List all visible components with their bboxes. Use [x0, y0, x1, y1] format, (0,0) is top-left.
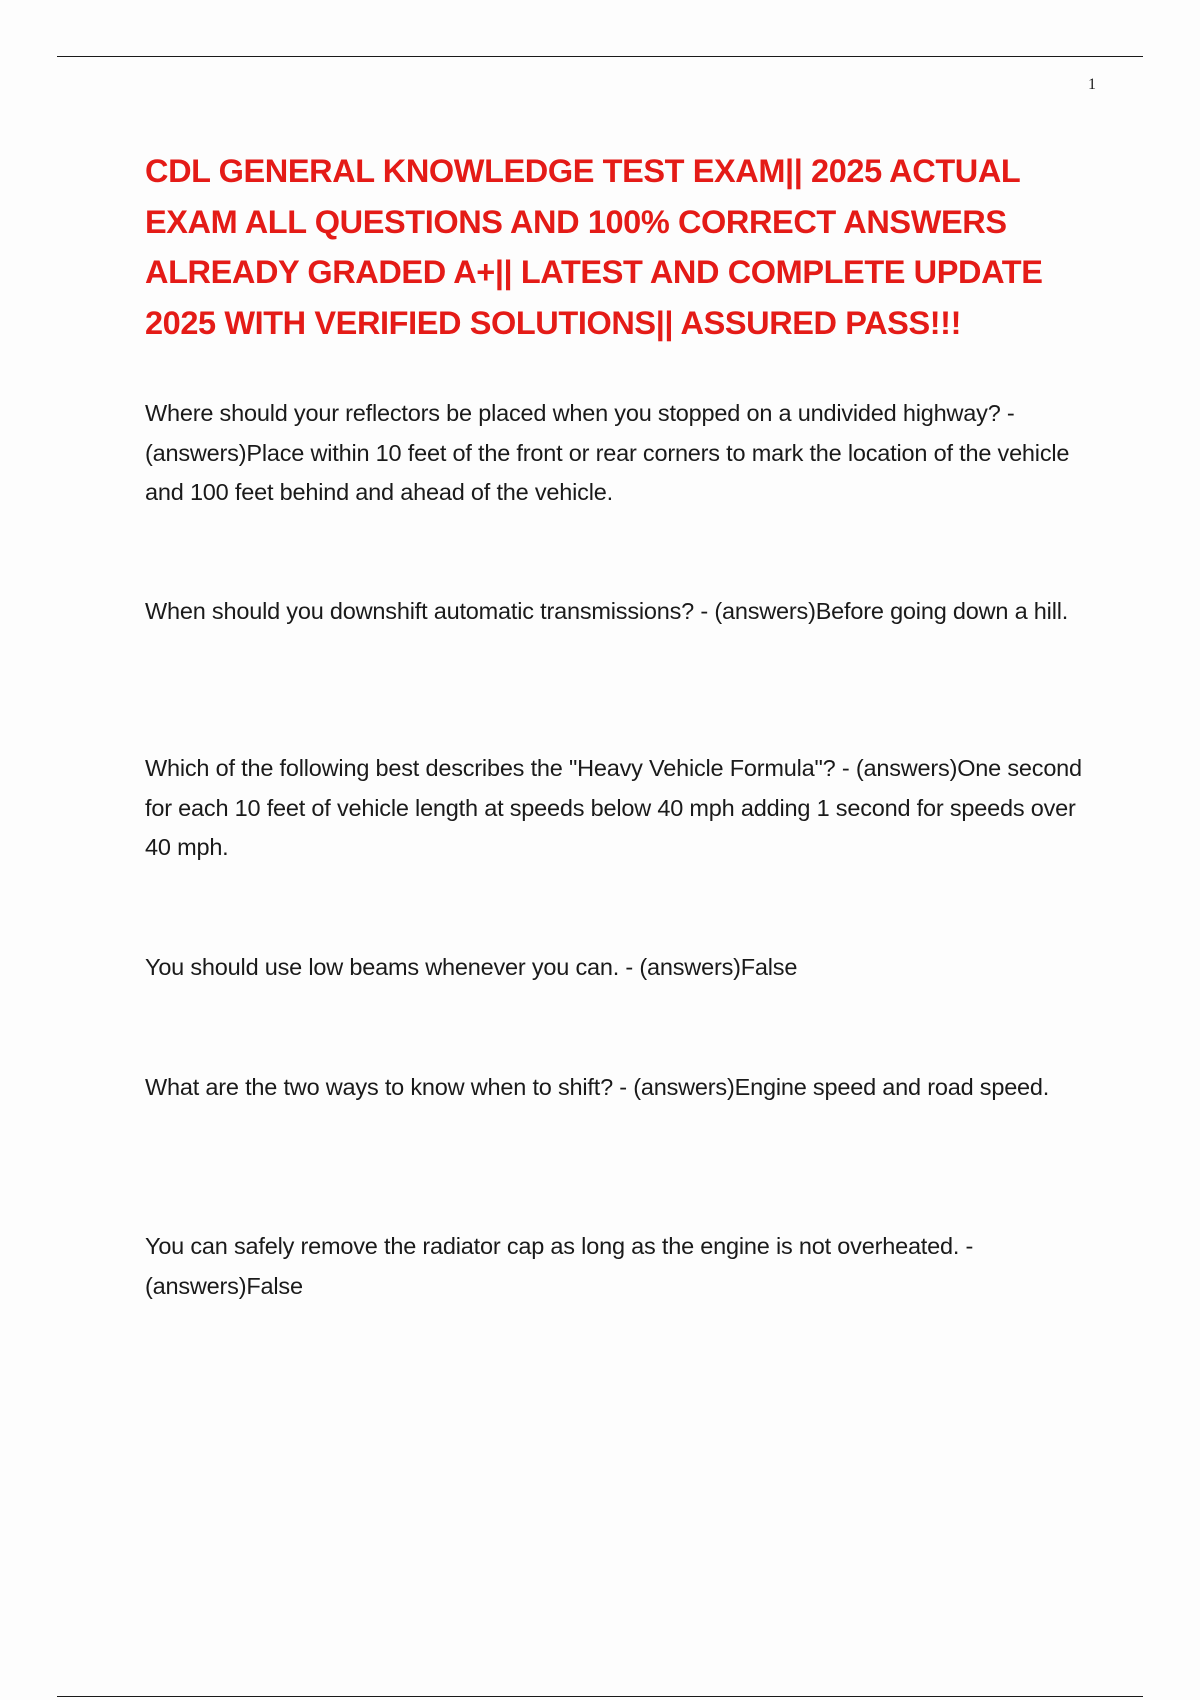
qa-item: [145, 749, 1095, 868]
answer-text: (answers)Place within 10 feet of the front or rear corners to mark the location of the vehicle and 100 feet behind and ahead of the vehicle.: [145, 439, 1070, 505]
document-title: CDL GENERAL KNOWLEDGE TEST EXAM|| 2025 ACTUAL EXAM ALL QUESTIONS AND 100% CORRECT ANSWERS ALREADY GRADED A+|| LATEST AND COMPLETE UPDATE 2025 WITH VERIFIED SOLUTIONS|| ASSURED PASS!!!: [145, 153, 1043, 341]
page-number: 1: [1088, 76, 1096, 93]
footer-rule: [57, 1696, 1143, 1697]
question-text: When should you downshift automatic transmissions? -: [145, 598, 715, 624]
qa-item: [145, 394, 1095, 513]
question-text: What are the two ways to know when to shift? -: [145, 1074, 634, 1100]
question-text: You can safely remove the radiator cap as long as the engine is not overheated. -: [145, 1233, 974, 1259]
answer-text: (answers)False: [639, 954, 798, 980]
answer-text: (answers)One second for each 10 feet of vehicle length at speeds below 40 mph adding 1 second for speeds over 40 mph.: [145, 755, 1082, 860]
header-rule: [57, 56, 1143, 57]
answer-text: (answers)False: [145, 1272, 303, 1299]
question-text: You should use low beams whenever you can. -: [145, 954, 640, 980]
qa-item: [145, 1068, 1095, 1108]
qa-item: [145, 1227, 1095, 1306]
question-text: Where should your reflectors be placed when you stopped on a undivided highway? -: [145, 400, 1015, 426]
qa-item: [145, 948, 1095, 988]
qa-item: [145, 592, 1095, 632]
answer-text: (answers)Engine speed and road speed.: [633, 1074, 1050, 1100]
answer-text: (answers)Before going down a hill.: [714, 598, 1069, 624]
question-text: Which of the following best describes the "Heavy Vehicle Formula"? -: [145, 755, 856, 781]
